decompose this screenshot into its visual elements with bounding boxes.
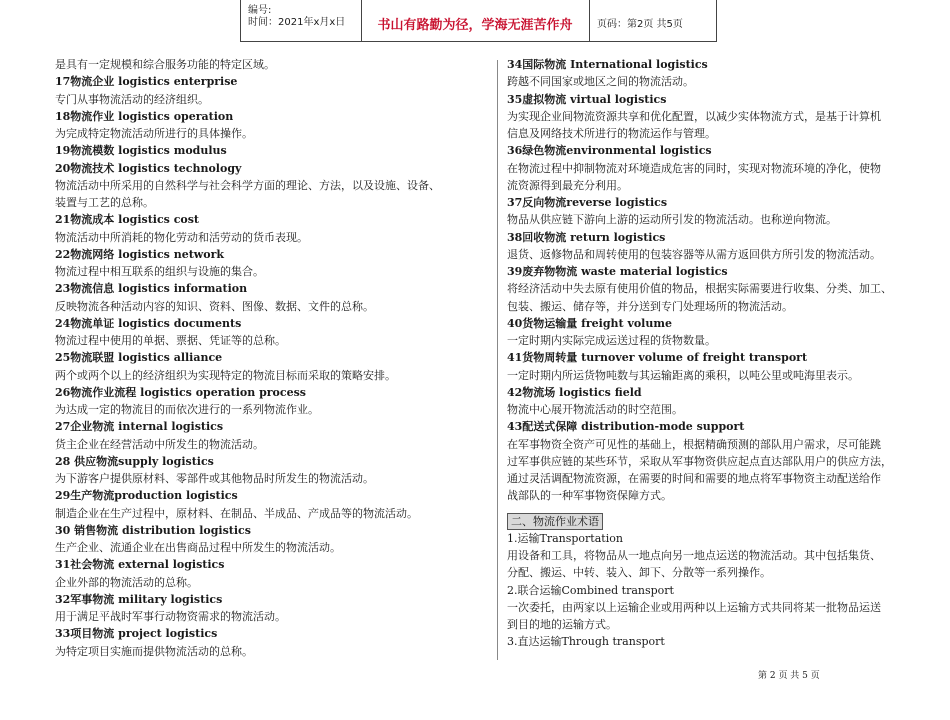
header-motto-cell (361, 0, 590, 42)
body-text-line: 将经济活动中失去原有使用价值的物品，根据实际需要进行收集、分类、加工、 (507, 282, 892, 296)
term-heading (55, 487, 485, 504)
term-heading (55, 591, 485, 608)
body-text-line: 物流中心展开物流活动的时空范围。 (507, 403, 683, 416)
body-text-line: 物流活动中所消耗的物化劳动和活劳动的货币表现。 (55, 230, 308, 244)
term-text: 42物流场 logistics field (507, 385, 642, 399)
body-text-line: 通过灵活调配物流资源，在需要的时间和需要的地点将军事物资主动配送给作 (507, 472, 881, 485)
body-text-line: 流资源得到最充分利用。 (507, 178, 628, 192)
term-heading (507, 229, 912, 246)
time-label: 时间：2021年x月x日 (248, 17, 346, 28)
term-heading (507, 91, 912, 108)
body-text-line: 信息及网络技术所进行的物流运作与管理。 (507, 127, 716, 140)
term-text: 22物流网络 logistics network (55, 247, 224, 261)
header-meta (241, 0, 362, 42)
term-heading (55, 315, 485, 332)
body-text-line: 制造企业在生产过程中，原材料、在制品、半成品、产成品等的物流活动。 (55, 506, 418, 520)
body-text-line: 物流过程中使用的单据、票据、凭证等的总称。 (55, 334, 286, 347)
term-heading (55, 453, 485, 470)
term-text: 31社会物流 external logistics (55, 558, 225, 572)
motto: 书山有路勤为径，学海无涯苦作舟 (377, 18, 573, 33)
body-text-line: 反映物流各种活动内容的知识、资料、图像、数据、文件的总称。 (55, 299, 374, 313)
term-heading (55, 556, 485, 573)
term-text: 24物流单证 logistics documents (55, 316, 242, 330)
term-text: 30 销售物流 distribution logistics (55, 523, 251, 537)
term-text: 28 供应物流supply logistics (55, 454, 214, 468)
body-text-line: 为特定项目实施而提供物流活动的总称。 (55, 644, 253, 658)
body-text-line: 为下游客户提供原材料、零部件或其他物品时所发生的物流活动。 (55, 472, 374, 485)
term-heading (55, 73, 485, 90)
term-heading (507, 142, 912, 159)
left-column (55, 56, 485, 660)
term-heading (507, 56, 912, 73)
body-text-line: 过军事供应链的某些环节，采取从军事物资供应起点直达部队用户的供应方法， (507, 454, 892, 468)
body-text-line: 跨越不同国家或地区之间的物流活动。 (507, 75, 694, 89)
term-heading (507, 263, 912, 280)
term-text: 29生产物流production logistics (55, 489, 238, 503)
term-text: 19物流模数 logistics modulus (55, 144, 227, 158)
term-text: 41货物周转量 turnover volume of freight transport (507, 351, 808, 365)
body-text-line: 3.直达运输Through transport (507, 635, 665, 649)
term-heading (55, 384, 485, 401)
body-text-line: 在军事物资全资产可见性的基础上，根据精确预测的部队用户需求，尽可能跳 (507, 437, 881, 451)
term-heading (55, 349, 485, 366)
body-text-line: 退货、返修物品和周转使用的包装容器等从需方返回供方所引发的物流活动。 (507, 247, 881, 261)
term-heading (55, 160, 485, 177)
term-text: 33项目物流 project logistics (55, 627, 218, 641)
term-text: 18物流作业 logistics operation (55, 109, 234, 123)
term-text: 35虚拟物流 virtual logistics (507, 92, 667, 106)
body-text-line: 是具有一定规模和综合服务功能的特定区域。 (55, 58, 275, 71)
body-text-line: 一次委托，由两家以上运输企业或用两种以上运输方式共同将某一批物品运送 (507, 600, 881, 614)
term-heading (55, 418, 485, 435)
page-header (240, 0, 717, 42)
term-heading (507, 194, 912, 211)
body-text-line: 用设备和工具，将物品从一地点向另一地点运送的物流活动。其中包括集货、 (507, 549, 881, 562)
body-text-line: 货主企业在经营活动中所发生的物流活动。 (55, 437, 264, 451)
term-text: 17物流企业 logistics enterprise (55, 75, 238, 89)
body-text-line: 分配、搬运、中转、装入、卸下、分散等一系列操作。 (507, 566, 771, 580)
page-info: 页码：第2页 共5页 (597, 19, 683, 30)
term-text: 36绿色物流environmental logistics (507, 144, 712, 158)
body-text-line: 到目的地的运输方式。 (507, 618, 617, 631)
column-divider (497, 60, 498, 660)
term-text: 23物流信息 logistics information (55, 282, 248, 296)
body-text-line: 物品从供应链下游向上游的运动所引发的物流活动。也称逆向物流。 (507, 213, 837, 227)
term-heading (507, 384, 912, 401)
body-text-line: 为达成一定的物流目的而依次进行的一系列物流作业。 (55, 403, 319, 416)
section-heading-text: 二、物流作业术语 (507, 513, 603, 530)
term-heading (55, 625, 485, 642)
term-heading (55, 142, 485, 159)
body-text-line: 一定时期内实际完成运送过程的货物数量。 (507, 334, 716, 347)
spacer (507, 505, 912, 513)
body-text-line: 1.运输Transportation (507, 531, 623, 545)
term-text: 38回收物流 return logistics (507, 230, 666, 244)
header-page-cell (589, 0, 717, 42)
number-label: 编号: (248, 5, 272, 16)
body-text-line: 专门从事物流活动的经济组织。 (55, 92, 209, 106)
body-text-line: 一定时期内所运货物吨数与其运输距离的乘积，以吨公里或吨海里表示。 (507, 368, 859, 382)
term-text: 21物流成本 logistics cost (55, 213, 200, 227)
body-text-line: 企业外部的物流活动的总称。 (55, 575, 198, 589)
term-text: 32军事物流 military logistics (55, 592, 223, 606)
term-heading (55, 522, 485, 539)
term-text: 39废弃物物流 waste material logistics (507, 265, 728, 278)
section-heading (507, 513, 912, 530)
body-text-line: 用于满足平战时军事行动物资需求的物流活动。 (55, 610, 286, 623)
body-text-line: 两个或两个以上的经济组织为实现特定的物流目标而采取的策略安排。 (55, 368, 396, 382)
body-text-line: 在物流过程中抑制物流对环境造成危害的同时，实现对物流环境的净化，使物 (507, 161, 881, 175)
term-text: 26物流作业流程 logistics operation process (55, 385, 306, 399)
term-heading (55, 280, 485, 297)
term-heading (507, 315, 912, 332)
term-heading (55, 246, 485, 263)
term-heading (55, 211, 485, 228)
term-text: 27企业物流 internal logistics (55, 420, 224, 434)
term-text: 37反向物流reverse logistics (507, 196, 668, 209)
body-text-line: 为实现企业间物流资源共享和优化配置，以减少实体物流方式，是基于计算机 (507, 109, 881, 123)
body-text-line: 物流过程中相互联系的组织与设施的集合。 (55, 265, 264, 278)
term-heading (507, 418, 912, 435)
term-heading (507, 349, 912, 366)
term-text: 43配送式保障 distribution-mode support (507, 420, 745, 434)
page-footer: 第 2 页 共 5 页 (758, 671, 820, 681)
body-text-line: 包装、搬运、储存等，并分送到专门处理场所的物流活动。 (507, 299, 793, 313)
body-text-line: 2.联合运输Combined transport (507, 583, 674, 597)
term-text: 20物流技术 logistics technology (55, 161, 242, 175)
body-text-line: 战部队的一种军事物资保障方式。 (507, 489, 672, 503)
term-text: 25物流联盟 logistics alliance (55, 351, 223, 365)
term-heading (55, 108, 485, 125)
term-text: 34国际物流 International logistics (507, 58, 708, 71)
body-text-line: 物流活动中所采用的自然科学与社会科学方面的理论、方法，以及设施、设备、 (55, 178, 440, 192)
body-text-line: 为完成特定物流活动所进行的具体操作。 (55, 127, 253, 140)
term-text: 40货物运输量 freight volume (507, 316, 672, 330)
body-text-line: 装置与工艺的总称。 (55, 196, 154, 209)
right-column (507, 56, 912, 651)
body-text-line: 生产企业、流通企业在出售商品过程中所发生的物流活动。 (55, 541, 341, 554)
